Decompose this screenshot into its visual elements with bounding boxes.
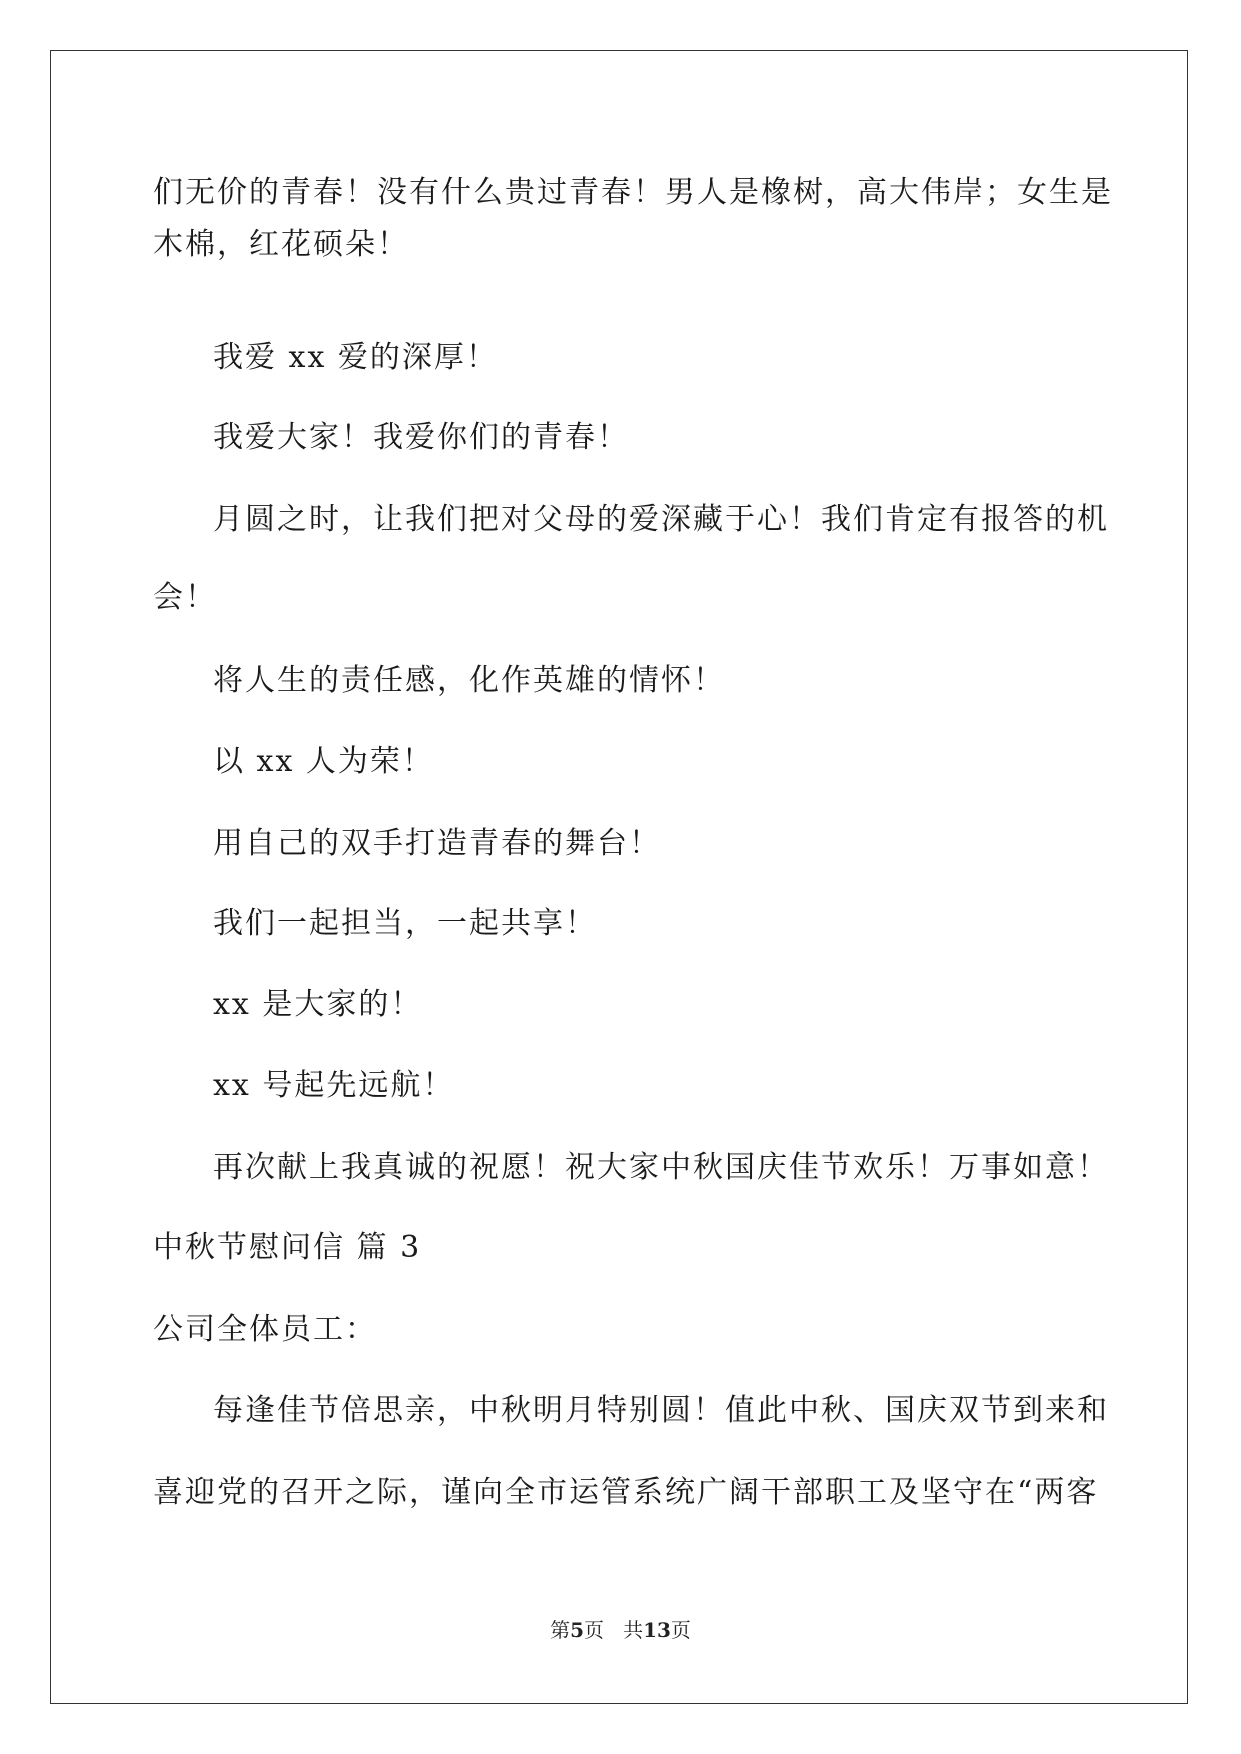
salutation: 公司全体员工： (153, 1312, 377, 1347)
body-paragraph: 每逢佳节倍思亲，中秋明月特别圆！值此中秋、国庆双节到来和 (213, 1393, 1109, 1428)
body-paragraph: 将人生的责任感，化作英雄的情怀！ (213, 663, 725, 698)
page-border (50, 50, 1188, 1704)
page-unit: 页 (584, 1618, 604, 1642)
body-line-continuation: 木棉，红花硕朵！ (153, 227, 409, 262)
page-prefix: 第 (550, 1618, 571, 1642)
body-paragraph: 我爱大家！我爱你们的青春！ (213, 420, 629, 455)
body-line-continuation: 会！ (153, 580, 217, 615)
body-paragraph: xx 号起先远航！ (213, 1068, 455, 1103)
total-prefix: 共 (623, 1618, 644, 1642)
body-paragraph: 再次献上我真诚的祝愿！祝大家中秋国庆佳节欢乐！万事如意！ (213, 1150, 1109, 1185)
page-number: 5 (570, 1618, 584, 1642)
body-paragraph: xx 是大家的！ (213, 987, 423, 1022)
total-unit: 页 (670, 1618, 691, 1642)
body-paragraph: 用自己的双手打造青春的舞台！ (213, 826, 661, 861)
body-line-continuation: 喜迎党的召开之际，谨向全市运管系统广阔干部职工及坚守在“两客 (153, 1475, 1099, 1510)
page-footer (0, 1618, 1241, 1642)
body-paragraph: 月圆之时，让我们把对父母的爱深藏于心！我们肯定有报答的机 (213, 502, 1109, 537)
body-paragraph: 我们一起担当，一起共享！ (213, 906, 597, 941)
section-heading: 中秋节慰问信 篇 3 (153, 1230, 422, 1265)
body-line-continuation: 们无价的青春！没有什么贵过青春！男人是橡树，高大伟岸；女生是 (153, 175, 1113, 210)
total-pages: 13 (643, 1618, 671, 1642)
body-paragraph: 以 xx 人为荣！ (213, 744, 434, 779)
body-paragraph: 我爱 xx 爱的深厚！ (213, 340, 498, 375)
